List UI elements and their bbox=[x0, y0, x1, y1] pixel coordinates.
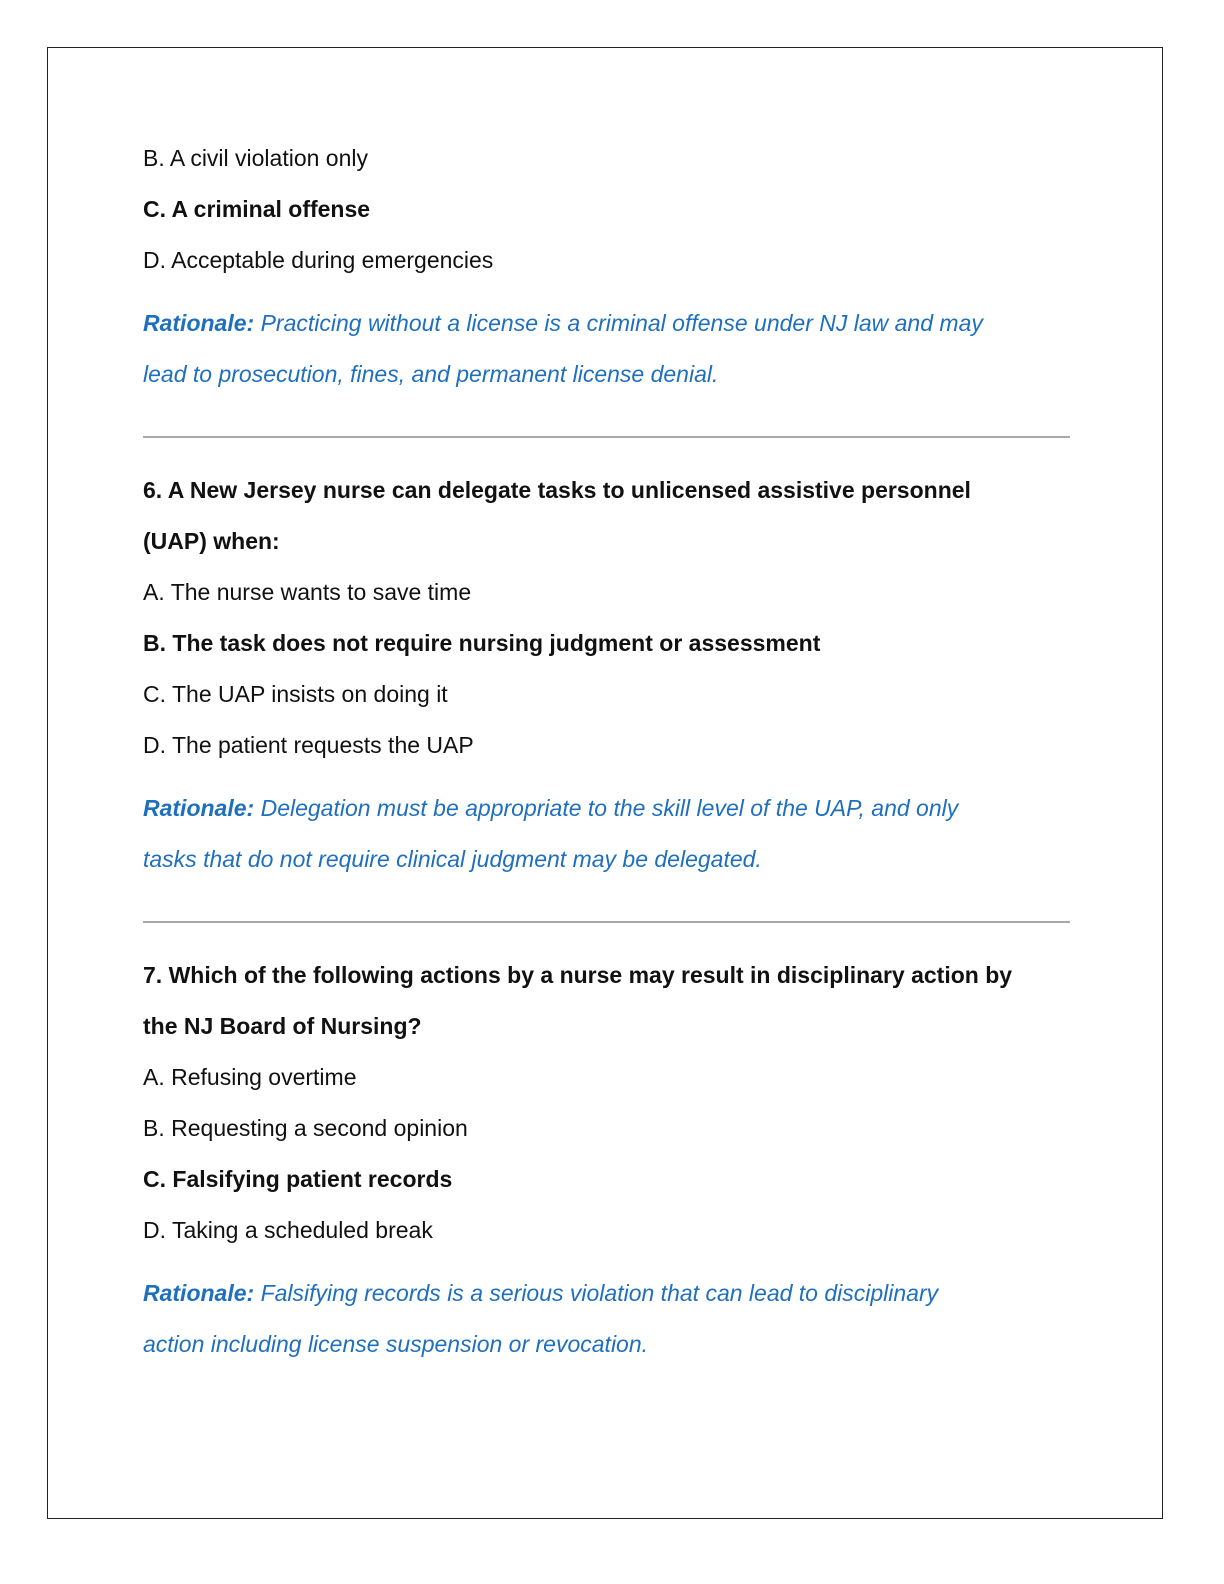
question-6-block bbox=[143, 465, 1073, 885]
question-title: (UAP) when: bbox=[143, 528, 280, 554]
question-title: the NJ Board of Nursing? bbox=[143, 1013, 422, 1039]
answer-option-correct: B. The task does not require nursing judgment or assessment bbox=[143, 630, 821, 656]
question-title: 7. Which of the following actions by a nurse may result in disciplinary action by bbox=[143, 962, 1013, 988]
section-divider bbox=[143, 436, 1070, 438]
rationale-label: Rationale: bbox=[143, 795, 255, 821]
answer-option: B. Requesting a second opinion bbox=[143, 1115, 468, 1141]
answer-option-correct: C. A criminal offense bbox=[143, 196, 371, 222]
document-content bbox=[143, 133, 1073, 1370]
rationale bbox=[143, 783, 1073, 885]
rationale-text: Delegation must be appropriate to the skill level of the UAP, and only bbox=[254, 795, 959, 821]
rationale bbox=[143, 298, 1073, 400]
answer-option: D. The patient requests the UAP bbox=[143, 732, 474, 758]
answer-option: A. The nurse wants to save time bbox=[143, 579, 472, 605]
rationale bbox=[143, 1268, 1073, 1370]
rationale-text: Practicing without a license is a criminal offense under NJ law and may bbox=[254, 310, 983, 336]
rationale-text: tasks that do not require clinical judgment may be delegated. bbox=[143, 846, 762, 872]
section-divider bbox=[143, 921, 1070, 923]
answer-option: D. Taking a scheduled break bbox=[143, 1217, 433, 1243]
rationale-label: Rationale: bbox=[143, 310, 255, 336]
answer-option: D. Acceptable during emergencies bbox=[143, 247, 494, 273]
question-7-block bbox=[143, 950, 1073, 1370]
answer-option-correct: C. Falsifying patient records bbox=[143, 1166, 453, 1192]
answer-option: C. The UAP insists on doing it bbox=[143, 681, 448, 707]
rationale-text: lead to prosecution, fines, and permanent license denial. bbox=[143, 361, 719, 387]
rationale-text: action including license suspension or revocation. bbox=[143, 1331, 649, 1357]
question-5-block bbox=[143, 133, 1073, 400]
rationale-text: Falsifying records is a serious violation that can lead to disciplinary bbox=[254, 1280, 939, 1306]
answer-option: A. Refusing overtime bbox=[143, 1064, 357, 1090]
question-title: 6. A New Jersey nurse can delegate tasks to unlicensed assistive personnel bbox=[143, 477, 971, 503]
answer-option: B. A civil violation only bbox=[143, 145, 369, 171]
rationale-label: Rationale: bbox=[143, 1280, 255, 1306]
